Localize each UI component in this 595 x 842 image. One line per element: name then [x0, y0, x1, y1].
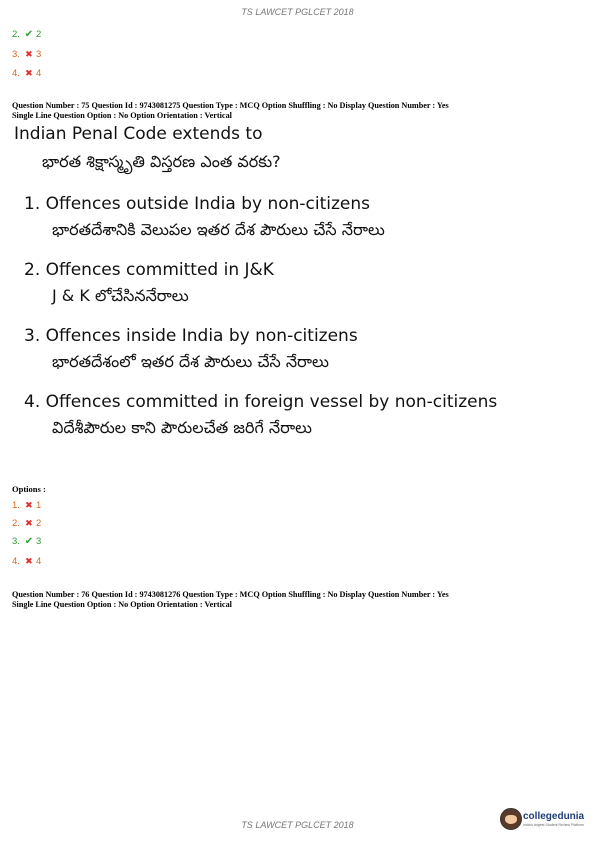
- check-icon: ✔: [24, 29, 34, 40]
- prev-option-2: 2. ✔ 2: [12, 29, 42, 40]
- page-footer: TS LAWCET PGLCET 2018: [241, 820, 354, 830]
- option-3: 3. ✔ 3: [12, 536, 42, 547]
- option-1: 1. ✖ 1: [12, 500, 42, 511]
- option-2: 2. ✖ 2: [12, 518, 42, 529]
- options-label: Options :: [12, 484, 46, 494]
- cross-icon: ✖: [25, 68, 33, 78]
- option-4: 4. ✖ 4: [12, 556, 42, 567]
- cross-icon: ✖: [25, 556, 33, 566]
- choice-1: 1. Offences outside India by non-citizens భారతదేశానికి వెలుపల ఇతర దేశ పౌరులు చేసే నేరాలు: [24, 194, 385, 239]
- cross-icon: ✖: [25, 49, 33, 59]
- cross-icon: ✖: [25, 518, 33, 528]
- question-76-meta: Question Number : 76 Question Id : 9743081276 Question Type : MCQ Option Shuffling : No Display Question Number : Yes Single Line Question Option : No Option Orientation : Vertical: [12, 590, 449, 609]
- cross-icon: ✖: [25, 500, 33, 510]
- question-text-english: Indian Penal Code extends to: [14, 124, 263, 144]
- check-icon: ✔: [24, 536, 34, 547]
- question-text-telugu: భారత శిక్షాస్మృతి విస్తరణ ఎంత వరకు?: [42, 152, 281, 171]
- choice-2: 2. Offences committed in J&K J & K లోచేసిననేరాలు: [24, 260, 274, 305]
- choice-4: 4. Offences committed in foreign vessel by non-citizens విదేశీపౌరుల కాని పౌరులచేత జరిగే నేరాలు: [24, 392, 498, 437]
- prev-option-4: 4. ✖ 4: [12, 68, 42, 79]
- prev-option-3: 3. ✖ 3: [12, 49, 42, 60]
- mascot-icon: [500, 808, 522, 830]
- question-75-meta: Question Number : 75 Question Id : 9743081275 Question Type : MCQ Option Shuffling : No Display Question Number : Yes Single Line Question Option : No Option Orientation : Vertical: [12, 101, 449, 120]
- page-header: TS LAWCET PGLCET 2018: [241, 7, 354, 17]
- collegedunia-logo: collegedunia India's largest Student Review Platform: [500, 806, 590, 832]
- choice-3: 3. Offences inside India by non-citizens భారతదేశంలో ఇతర దేశ పౌరులు చేసే నేరాలు: [24, 326, 358, 371]
